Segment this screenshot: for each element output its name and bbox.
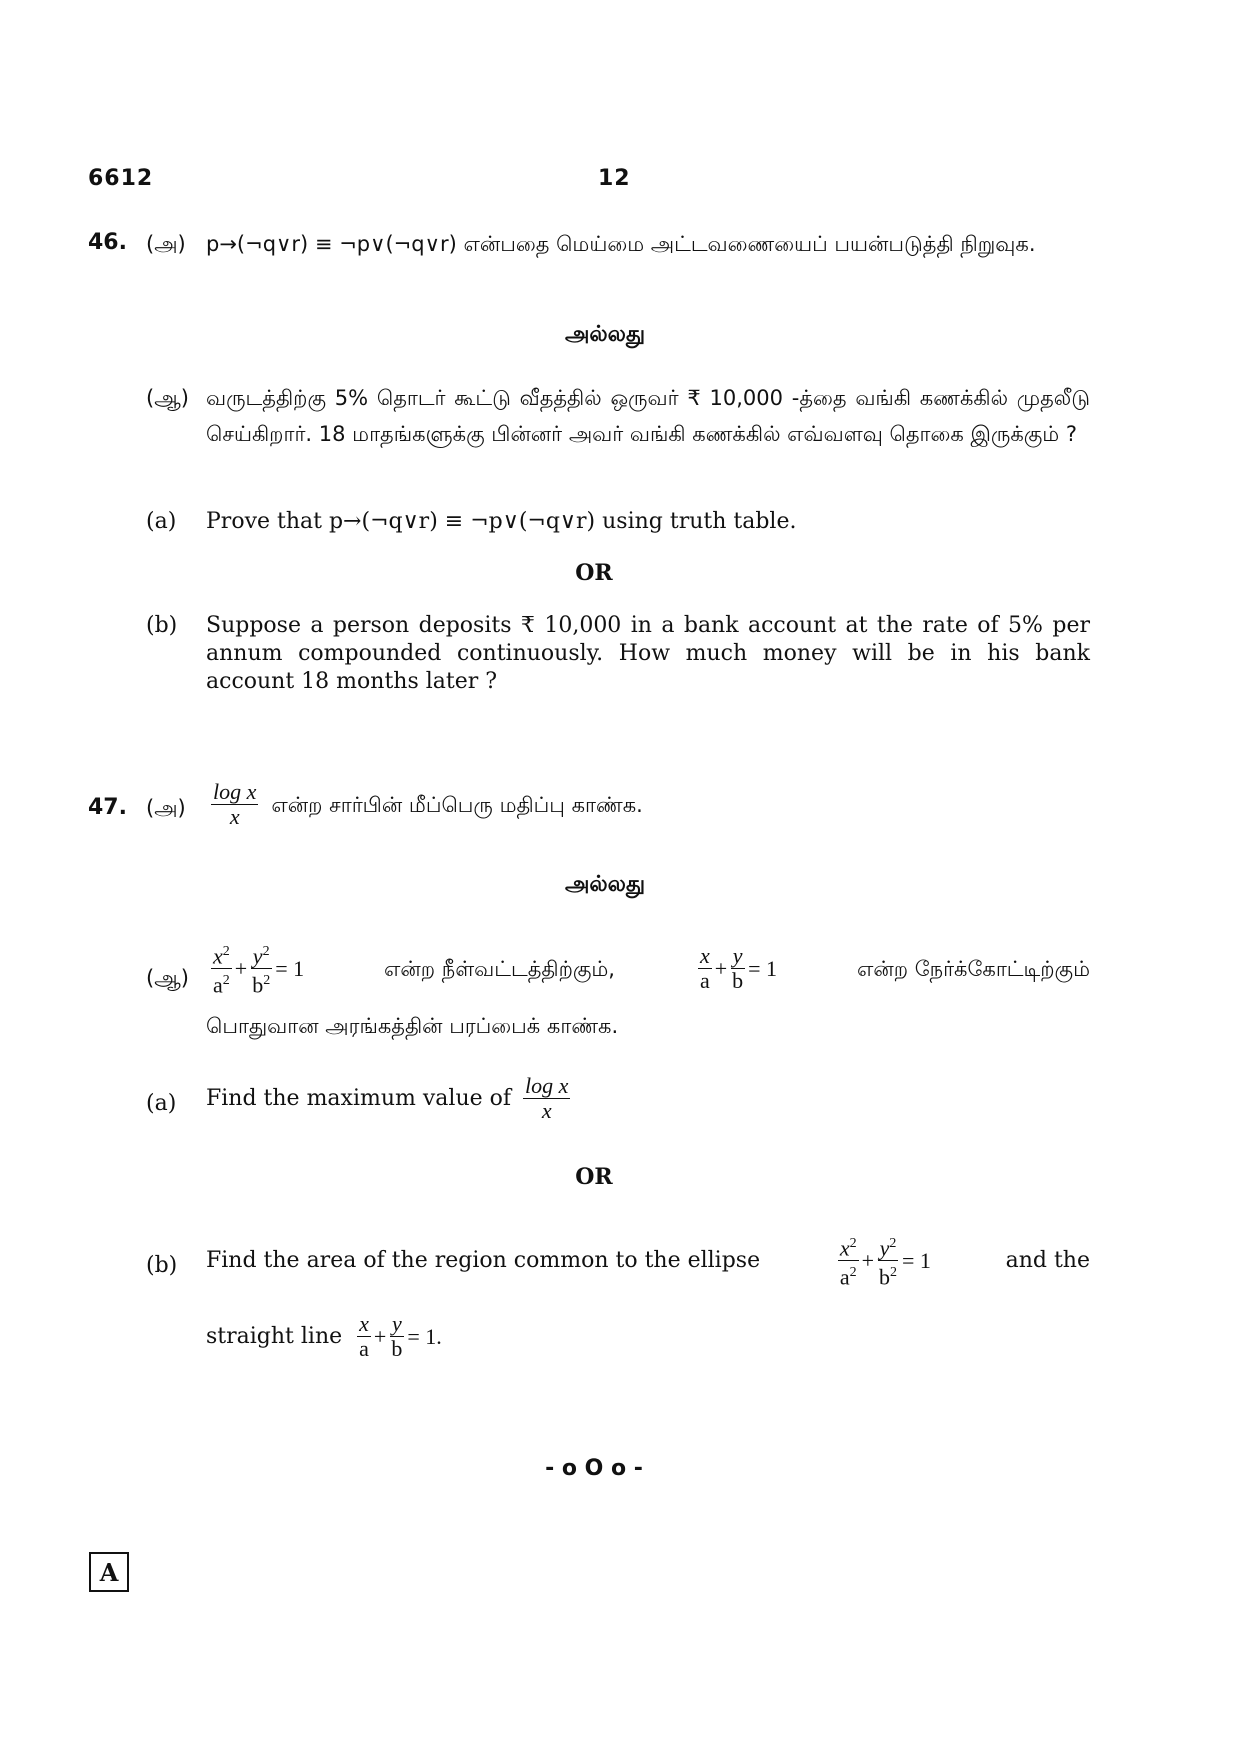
var-x: x	[699, 943, 710, 969]
q47-a-ta-text: என்ற சார்பின் மீப்பெரு மதிப்பு காண்க.	[271, 792, 643, 817]
q47-a-ta-line	[208, 780, 643, 829]
q47-a-en-text: Find the maximum value of	[206, 1085, 512, 1111]
equals-one: = 1	[902, 1247, 931, 1273]
q47-a-ta-label: (அ)	[146, 796, 186, 820]
q47-a-en-label: (a)	[146, 1091, 177, 1116]
plus-sign: +	[234, 955, 248, 981]
exp-2: 2	[262, 944, 270, 959]
fraction-denominator: x	[541, 1098, 552, 1123]
var-b: b	[252, 972, 264, 998]
ellipse-equation	[208, 940, 304, 998]
var-b: b	[879, 1264, 890, 1290]
y-over-b-fraction	[730, 944, 745, 993]
q47-b-en-label: (b)	[146, 1253, 178, 1278]
fraction-numerator: log x	[213, 779, 257, 804]
q47-or-en: OR	[575, 1164, 613, 1190]
series-box: A	[89, 1552, 129, 1592]
var-y: y	[732, 943, 743, 969]
var-b: b	[391, 1336, 403, 1361]
var-y: y	[391, 1311, 402, 1336]
q46-b-ta-label: (ஆ)	[146, 386, 189, 410]
equals-one: = 1	[748, 955, 778, 981]
exp-2: 2	[849, 1265, 857, 1281]
q47-or-ta: அல்லது	[564, 872, 646, 897]
exp-2: 2	[222, 944, 230, 959]
exp-2: 2	[263, 973, 271, 989]
q47-b-en-and: and the	[1005, 1247, 1090, 1273]
fraction-denominator: x	[229, 804, 240, 829]
q47-b-ta-line1	[208, 940, 1090, 998]
var-y: y	[879, 1235, 890, 1261]
line-equation	[695, 944, 777, 993]
exp-2: 2	[849, 1236, 857, 1251]
var-x: x	[359, 1311, 369, 1336]
exp-2: 2	[222, 973, 230, 989]
q46-a-en-text: Prove that p→(¬q∨r) ≡ ¬p∨(¬q∨r) using truth table.	[206, 509, 797, 534]
plus-sign: +	[373, 1323, 387, 1349]
q47-b-ta-label: (ஆ)	[146, 966, 189, 990]
q46-a-en-label: (a)	[146, 509, 177, 534]
question-number-46: 46.	[88, 230, 127, 255]
q47-b-ta-line2: பொதுவான அரங்கத்தின் பரப்பைக் காண்க.	[206, 1014, 619, 1038]
paper-code: 6612	[88, 166, 154, 191]
q46-b-en-label: (b)	[146, 613, 178, 638]
y2-over-b2-fraction	[877, 1232, 899, 1290]
q46-or-ta: அல்லது	[564, 322, 646, 347]
x2-over-a2-fraction	[211, 940, 232, 998]
q47-b-ta-end: என்ற நேர்க்கோட்டிற்கும்	[856, 956, 1090, 981]
line-equation	[354, 1312, 442, 1361]
q47-b-ta-mid: என்ற நீள்வட்டத்திற்கும்,	[384, 956, 615, 981]
exp-2: 2	[890, 1265, 897, 1281]
q46-a-ta-label: (அ)	[146, 232, 186, 256]
end-mark: - o O o -	[545, 1456, 643, 1481]
q47-a-en-line	[206, 1074, 573, 1123]
q47-b-en-line2	[206, 1312, 442, 1361]
x-over-a-fraction	[357, 1312, 371, 1361]
plus-sign: +	[861, 1247, 874, 1273]
question-number-47: 47.	[88, 795, 127, 820]
var-x: x	[213, 943, 223, 969]
y-over-b-fraction	[389, 1312, 404, 1361]
x-over-a-fraction	[698, 944, 712, 993]
plus-sign: +	[714, 955, 728, 981]
exp-2: 2	[889, 1236, 897, 1251]
var-a: a	[213, 972, 223, 998]
logx-over-x-fraction	[211, 780, 258, 829]
var-a: a	[699, 968, 710, 994]
q46-or-en: OR	[575, 560, 613, 586]
equals-one: = 1	[407, 1323, 437, 1349]
var-b: b	[732, 968, 744, 994]
period: .	[436, 1323, 442, 1349]
var-y: y	[252, 943, 263, 969]
var-a: a	[839, 1264, 850, 1290]
equals-one: = 1	[275, 955, 305, 981]
var-a: a	[359, 1336, 369, 1361]
page-number: 12	[598, 166, 631, 191]
q47-b-en-line1	[206, 1232, 1090, 1290]
x2-over-a2-fraction	[838, 1232, 859, 1290]
q47-b-en-text: Find the area of the region common to the ellipse	[206, 1247, 761, 1273]
logx-over-x-fraction	[523, 1074, 570, 1123]
q46-a-ta-text: p→(¬q∨r) ≡ ¬p∨(¬q∨r) என்பதை மெய்மை அட்டவணையைப் பயன்படுத்தி நிறுவுக.	[206, 232, 1036, 256]
ellipse-equation	[835, 1232, 931, 1290]
fraction-numerator: log x	[525, 1073, 569, 1098]
q46-b-ta-text: வருடத்திற்கு 5% தொடர் கூட்டு வீதத்தில் ஒருவர் ₹ 10,000 -த்தை வங்கி கணக்கில் முதலீடு செய்கிறார். 18 மாதங்களுக்கு பின்னர் அவர் வங்கி கணக்கில் எவ்வளவு தொகை இருக்கும் ?	[206, 386, 1090, 446]
q47-b-en-line2-text: straight line	[206, 1323, 343, 1349]
y2-over-b2-fraction	[250, 940, 272, 998]
var-x: x	[839, 1235, 850, 1261]
q46-b-en-text: Suppose a person deposits ₹ 10,000 in a bank account at the rate of 5% per annum compounded continuously. How much money will be in his bank account 18 months later ?	[206, 613, 1090, 694]
